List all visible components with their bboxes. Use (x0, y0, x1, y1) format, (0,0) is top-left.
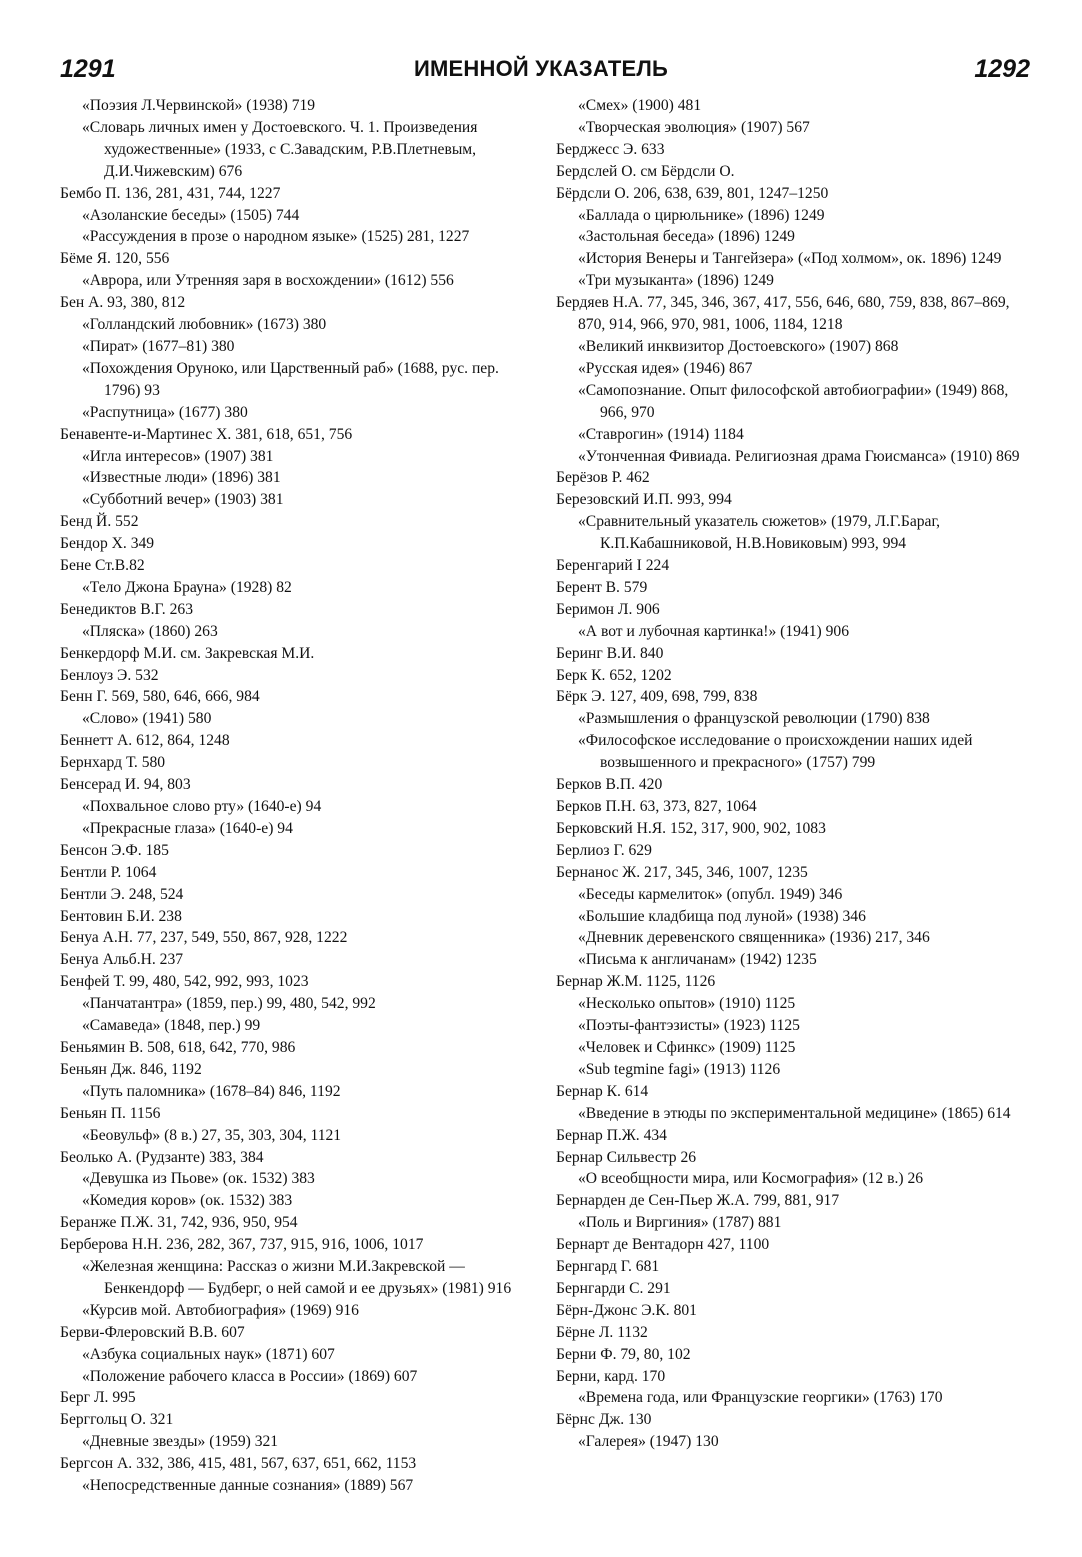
index-work-entry: «Поль и Виргиния» (1787) 881 (578, 1214, 782, 1232)
index-work-entry: «Творческая эволюция» (1907) 567 (578, 118, 810, 136)
index-name-entry: Бернгард Г. 681 (556, 1258, 660, 1276)
index-work-entry: «А вот и лубочная картинка!» (1941) 906 (578, 622, 850, 640)
index-name-entry: Берви-Флеровский В.В. 607 (60, 1323, 245, 1341)
index-work-entry: «Известные люди» (1896) 381 (82, 469, 281, 487)
index-work-entry: «О всеобщности мира, или Космография» (12 в.) 26 (578, 1170, 924, 1188)
index-name-entry: Бернарден де Сен-Пьер Ж.А. 799, 881, 917 (556, 1192, 840, 1210)
index-work-entry: «Азбука социальных наук» (1871) 607 (82, 1345, 335, 1363)
index-work-entry: «Положение рабочего класса в России» (1869) 607 (82, 1367, 418, 1385)
index-name-entry: Бенд Й. 552 (60, 513, 139, 531)
index-name-entry: Бернарт де Вентадорн 427, 1100 (556, 1236, 770, 1254)
index-name-entry: Бёрн-Джонс Э.К. 801 (556, 1301, 697, 1319)
index-name-entry: Берлиоз Г. 629 (556, 841, 652, 859)
index-name-entry: Бентовин Б.И. 238 (60, 907, 182, 925)
index-work-entry: «Курсив мой. Автобиография» (1969) 916 (82, 1301, 359, 1319)
right-column (556, 95, 1032, 1453)
index-name-entry: Бенкердорф М.И. см. Закревская М.И. (60, 644, 315, 662)
index-name-entry: Бердяев Н.А. 77, 345, 346, 367, 417, 556, 646, 680, 759, 838, 867–869, 870, 914, 966, 970, 981, 1006, 1184, 1218 (556, 294, 1010, 334)
index-work-entry: «Игла интересов» (1907) 381 (82, 447, 274, 465)
index-name-entry: Берни, кард. 170 (556, 1367, 666, 1385)
index-name-entry: Бернар К. 614 (556, 1082, 649, 1100)
index-name-entry: Бенн Г. 569, 580, 646, 666, 984 (60, 688, 260, 706)
index-work-entry: «Комедия коров» (ок. 1532) 383 (82, 1192, 293, 1210)
index-name-entry: Бен А. 93, 380, 812 (60, 294, 186, 312)
index-work-entry: «Тело Джона Брауна» (1928) 82 (82, 578, 292, 596)
index-name-entry: Беринг В.И. 840 (556, 644, 664, 662)
index-work-entry: «Самаведа» (1848, пер.) 99 (82, 1017, 261, 1035)
index-work-entry: «Три музыканта» (1896) 1249 (578, 272, 774, 290)
index-work-entry: «Рассуждения в прозе о народном языке» (1525) 281, 1227 (82, 228, 470, 246)
index-work-entry: «Галерея» (1947) 130 (578, 1433, 719, 1451)
page-title: ИМЕННОЙ УКАЗАТЕЛЬ (414, 56, 668, 81)
index-work-entry: «Sub tegmine fagi» (1913) 1126 (578, 1060, 781, 1078)
index-work-entry: «Голландский любовник» (1673) 380 (82, 316, 327, 334)
index-name-entry: Берггольц О. 321 (60, 1411, 174, 1429)
index-name-entry: Беолько А. (Рудзанте) 383, 384 (60, 1148, 264, 1166)
index-work-entry: «Дневник деревенского священника» (1936) 217, 346 (578, 929, 930, 947)
index-work-entry: «Прекрасные глаза» (1640-е) 94 (82, 819, 293, 837)
index-work-entry: «Непосредственные данные сознания» (1889) 567 (82, 1477, 414, 1495)
index-work-entry: «Сравнительный указатель сюжетов» (1979, Л.Г.Бараг, К.П.Кабашниковой, Н.В.Новиковым) 993, 994 (578, 513, 940, 553)
index-name-entry: Бернанос Ж. 217, 345, 346, 1007, 1235 (556, 863, 808, 881)
index-name-entry: Бенлоуз Э. 532 (60, 666, 159, 684)
index-name-entry: Бене Ст.В.82 (60, 557, 145, 575)
index-name-entry: Бенуа Альб.Н. 237 (60, 951, 184, 969)
index-name-entry: Бембо П. 136, 281, 431, 744, 1227 (60, 184, 281, 202)
index-work-entry: «Несколько опытов» (1910) 1125 (578, 995, 796, 1013)
index-work-entry: «Словарь личных имен у Достоевского. Ч. 1. Произведения художественные» (1933, с С.Завадским, Р.В.Плетневым, Д.И.Чижевским) 676 (82, 118, 478, 180)
index-name-entry: Бенсон Э.Ф. 185 (60, 841, 169, 859)
index-name-entry: Берг Л. 995 (60, 1389, 136, 1407)
index-name-entry: Бёрк Э. 127, 409, 698, 799, 838 (556, 688, 758, 706)
index-name-entry: Бёрне Л. 1132 (556, 1323, 648, 1341)
index-work-entry: «Баллада о цирюльнике» (1896) 1249 (578, 206, 825, 224)
index-work-entry: «Самопознание. Опыт философской автобиографии» (1949) 868, 966, 970 (578, 381, 1009, 421)
index-work-entry: «Смех» (1900) 481 (578, 97, 702, 114)
index-work-entry: «Письма к англичанам» (1942) 1235 (578, 951, 817, 969)
index-name-entry: Бентли Р. 1064 (60, 863, 157, 881)
index-name-entry: Берковский Н.Я. 152, 317, 900, 902, 1083 (556, 819, 826, 837)
index-name-entry: Беранже П.Ж. 31, 742, 936, 950, 954 (60, 1214, 298, 1232)
index-work-entry: «Пират» (1677–81) 380 (82, 337, 235, 355)
index-name-entry: Беньямин В. 508, 618, 642, 770, 986 (60, 1038, 296, 1056)
index-work-entry: «Великий инквизитор Достоевского» (1907) 868 (578, 337, 899, 355)
page-number-right: 1292 (974, 55, 1030, 83)
left-column (60, 95, 538, 1497)
index-name-entry: Бенедиктов В.Г. 263 (60, 600, 193, 618)
index-work-entry: «История Венеры и Тангейзера» («Под холмом», ок. 1896) 1249 (578, 250, 1002, 268)
index-work-entry: «Железная женщина: Рассказ о жизни М.И.Закревской — Бенкендорф — Будберг, о ней самой и ее друзьях» (1981) 916 (82, 1258, 512, 1297)
index-name-entry: Бёрдсли О. 206, 638, 639, 801, 1247–1250 (556, 184, 829, 202)
index-work-entry: «Поэты-фантэзисты» (1923) 1125 (578, 1017, 800, 1035)
index-name-entry: Бернар Сильвестр 26 (556, 1148, 697, 1166)
index-name-entry: Бёме Я. 120, 556 (60, 250, 170, 268)
index-work-entry: «Философское исследование о происхождении наших идей возвышенного и прекрасного» (1757) 799 (578, 732, 973, 772)
page-number-left: 1291 (60, 55, 116, 83)
index-name-entry: Беньян П. 1156 (60, 1104, 161, 1122)
index-name-entry: Беренгарий I 224 (556, 557, 670, 575)
index-work-entry: «Путь паломника» (1678–84) 846, 1192 (82, 1082, 341, 1100)
index-name-entry: Бердслей О. см Бёрдсли О. (556, 162, 735, 180)
index-work-entry: «Азоланские беседы» (1505) 744 (82, 206, 300, 224)
index-work-entry: «Введение в этюды по экспериментальной медицине» (1865) 614 (578, 1104, 1011, 1122)
index-work-entry: «Большие кладбища под луной» (1938) 346 (578, 907, 866, 925)
index-name-entry: Бендор Х. 349 (60, 535, 155, 553)
index-work-entry: «Пляска» (1860) 263 (82, 622, 218, 640)
index-work-entry: «Беовульф» (8 в.) 27, 35, 303, 304, 1121 (82, 1126, 342, 1144)
index-name-entry: Берёзов Р. 462 (556, 469, 650, 487)
index-name-entry: Бергсон А. 332, 386, 415, 481, 567, 637, 651, 662, 1153 (60, 1455, 417, 1473)
index-work-entry: «Панчатантра» (1859, пер.) 99, 480, 542, 992 (82, 995, 376, 1013)
index-name-entry: Бёрнс Дж. 130 (556, 1411, 652, 1429)
index-name-entry: Бентли Э. 248, 524 (60, 885, 184, 903)
index-work-entry: «Дневные звезды» (1959) 321 (82, 1433, 279, 1451)
index-work-entry: «Субботний вечер» (1903) 381 (82, 491, 284, 509)
index-name-entry: Бенуа А.Н. 77, 237, 549, 550, 867, 928, 1222 (60, 929, 348, 947)
index-name-entry: Беннетт А. 612, 864, 1248 (60, 732, 230, 750)
index-work-entry: «Распутница» (1677) 380 (82, 403, 248, 421)
index-name-entry: Бернар П.Ж. 434 (556, 1126, 667, 1144)
index-work-entry: «Человек и Сфинкс» (1909) 1125 (578, 1038, 796, 1056)
index-name-entry: Беримон Л. 906 (556, 600, 660, 618)
index-name-entry: Берент В. 579 (556, 578, 648, 596)
index-name-entry: Беньян Дж. 846, 1192 (60, 1060, 202, 1078)
index-name-entry: Берков П.Н. 63, 373, 827, 1064 (556, 798, 757, 815)
index-work-entry: «Русская идея» (1946) 867 (578, 359, 753, 377)
index-work-entry: «Застольная беседа» (1896) 1249 (578, 228, 795, 246)
index-work-entry: «Похвальное слово рту» (1640-е) 94 (82, 798, 322, 815)
index-name-entry: Бенсерад И. 94, 803 (60, 776, 191, 794)
index-name-entry: Бернар Ж.М. 1125, 1126 (556, 973, 716, 991)
index-name-entry: Берк К. 652, 1202 (556, 666, 672, 684)
index-name-entry: Бернгарди С. 291 (556, 1279, 671, 1297)
index-name-entry: Берни Ф. 79, 80, 102 (556, 1345, 691, 1363)
index-work-entry: «Поэзия Л.Червинской» (1938) 719 (82, 97, 316, 114)
index-work-entry: «Размышления о французской революции (1790) 838 (578, 710, 930, 728)
index-name-entry: Бернхард Т. 580 (60, 754, 166, 772)
index-name-entry: Бенфей Т. 99, 480, 542, 992, 993, 1023 (60, 973, 309, 991)
index-work-entry: «Времена года, или Французские георгики» (1763) 170 (578, 1389, 943, 1407)
index-name-entry: Березовский И.П. 993, 994 (556, 491, 732, 509)
index-work-entry: «Похождения Оруноко, или Царственный раб» (1688, рус. пер. 1796) 93 (82, 359, 499, 399)
index-work-entry: «Беседы кармелиток» (опубл. 1949) 346 (578, 885, 843, 903)
index-work-entry: «Утонченная Фивиада. Религиозная драма Гюисманса» (1910) 869 (578, 447, 1020, 465)
index-work-entry: «Слово» (1941) 580 (82, 710, 212, 728)
index-work-entry: «Аврора, или Утренняя заря в восхождении» (1612) 556 (82, 272, 454, 290)
index-work-entry: «Девушка из Пьове» (ок. 1532) 383 (82, 1170, 315, 1188)
index-name-entry: Берберова Н.Н. 236, 282, 367, 737, 915, 916, 1006, 1017 (60, 1236, 424, 1254)
index-name-entry: Берков В.П. 420 (556, 776, 663, 794)
index-name-entry: Берджесс Э. 633 (556, 140, 665, 158)
index-name-entry: Бенавенте-и-Мартинес Х. 381, 618, 651, 756 (60, 425, 353, 443)
index-work-entry: «Ставрогин» (1914) 1184 (578, 425, 744, 443)
